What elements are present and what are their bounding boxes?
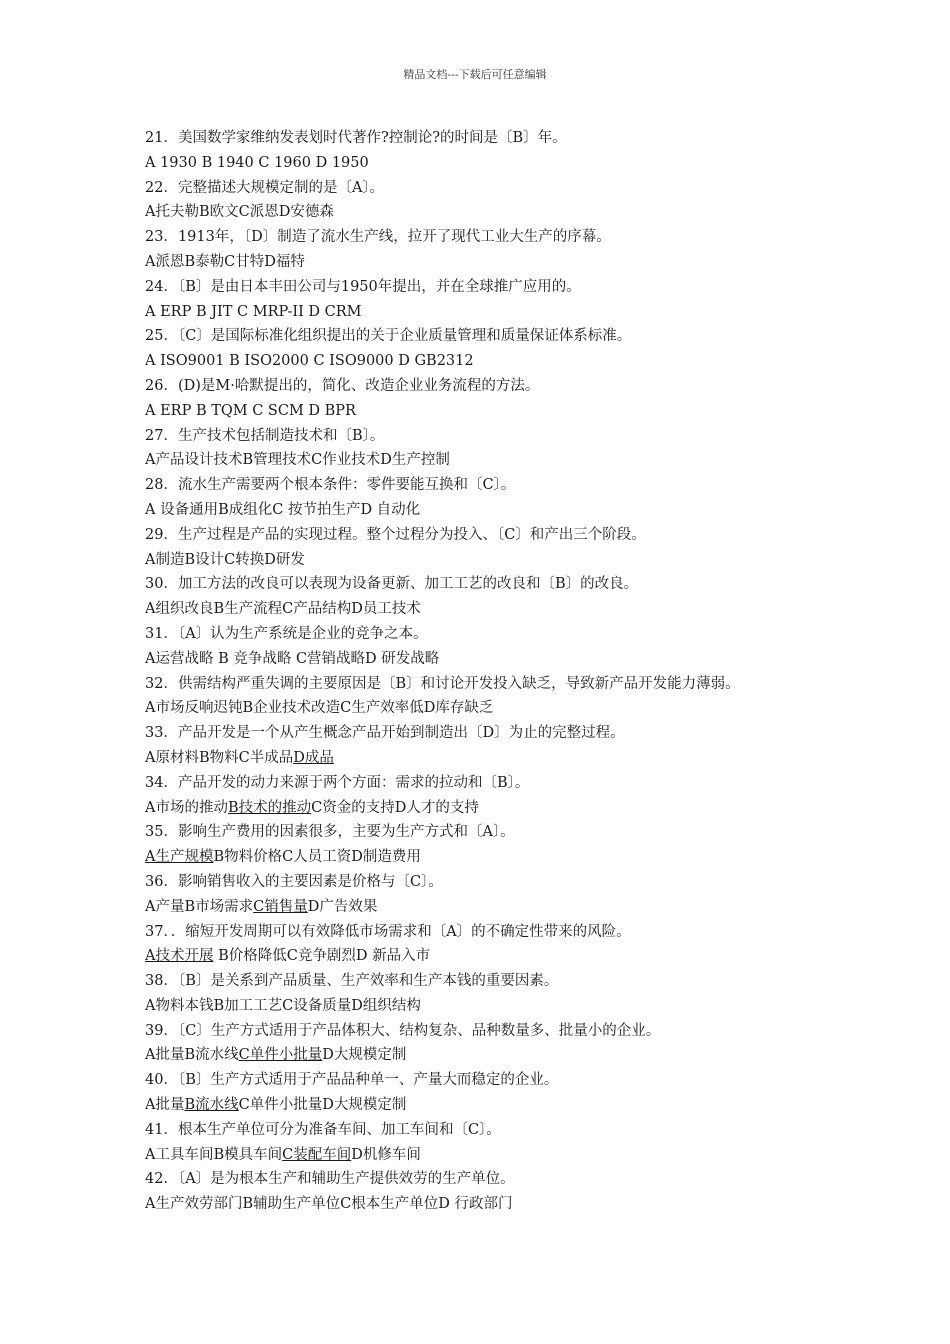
underlined-answer: D成品	[293, 749, 334, 766]
line-text: 36．影响销售收入的主要因素是价格与〔C〕。	[145, 873, 443, 890]
line-text: 38．〔B〕是关系到产品质量、生产效率和生产本钱的重要因素。	[145, 973, 559, 990]
text-line	[145, 895, 845, 920]
text-line	[145, 225, 845, 250]
line-text: A 设备通用B成组化C 按节拍生产D 自动化	[145, 501, 421, 518]
text-line	[145, 523, 845, 548]
line-text: A生产效劳部门B辅助生产单位C根本生产单位D 行政部门	[145, 1196, 513, 1213]
line-text: D大规模定制	[322, 1047, 407, 1064]
text-line	[145, 597, 845, 622]
text-line	[145, 870, 845, 895]
line-text: D广告效果	[307, 898, 378, 915]
text-line	[145, 399, 845, 424]
underlined-answer: B技术的推动	[227, 799, 312, 816]
line-text: 32．供需结构严重失调的主要原因是〔B〕和讨论开发投入缺乏，导致新产品开发能力薄弱。	[145, 675, 740, 692]
text-line	[145, 647, 845, 672]
line-text: C资金的支持D人才的支持	[311, 799, 479, 816]
text-line	[145, 1043, 845, 1068]
line-text: 21．美国数学家维纳发表划时代著作?控制论?的时间是〔B〕年。	[145, 130, 567, 146]
text-line	[145, 572, 845, 597]
text-line	[145, 448, 845, 473]
line-text: 42．〔A〕是为根本生产和辅助生产提供效劳的生产单位。	[145, 1171, 515, 1188]
text-line	[145, 548, 845, 573]
text-line	[145, 721, 845, 746]
underlined-answer: C装配车间	[282, 1146, 352, 1163]
text-line	[145, 746, 845, 771]
line-text: D机修车间	[351, 1146, 421, 1163]
text-line	[145, 1192, 845, 1217]
text-line	[145, 1019, 845, 1044]
line-text: A产量B市场需求	[145, 898, 254, 915]
text-line	[145, 275, 845, 300]
text-line	[145, 820, 845, 845]
line-text: A ISO9001 B ISO2000 C ISO9000 D GB2312	[145, 353, 474, 370]
line-text: A市场的推动	[145, 799, 228, 816]
line-text: A原材料B物料C半成品	[145, 749, 294, 766]
line-text: A派恩B泰勒C甘特D福特	[145, 253, 305, 270]
line-text: 33．产品开发是一个从产生概念产品开始到制造出〔D〕为止的完整过程。	[145, 725, 625, 742]
underlined-answer: C单件小批量	[238, 1047, 323, 1064]
line-text: B物料价格C人员工资D制造费用	[213, 849, 421, 866]
line-text: A批量	[145, 1097, 185, 1114]
text-line	[145, 944, 845, 969]
line-text: A组织改良B生产流程C产品结构D员工技术	[145, 601, 421, 618]
text-line	[145, 300, 845, 325]
text-line	[145, 324, 845, 349]
text-line	[145, 672, 845, 697]
line-text: 27．生产技术包括制造技术和〔B〕。	[145, 427, 385, 444]
line-text: A ERP B JIT C MRP-II D CRM	[145, 303, 362, 320]
text-line	[145, 796, 845, 821]
text-line	[145, 845, 845, 870]
text-line	[145, 200, 845, 225]
line-text: A产品设计技术B管理技术C作业技术D生产控制	[145, 452, 450, 469]
text-line	[145, 498, 845, 523]
line-text: A 1930 B 1940 C 1960 D 1950	[145, 154, 369, 171]
line-text: 37．．缩短开发周期可以有效降低市场需求和〔A〕的不确定性带来的风险。	[145, 923, 631, 940]
text-line	[145, 1093, 845, 1118]
text-line	[145, 1118, 845, 1143]
text-line	[145, 920, 845, 945]
line-text: 41．根本生产单位可分为准备车间、加工车间和〔C〕。	[145, 1121, 501, 1138]
line-text: 26．(D)是M·哈默提出的，简化、改造企业业务流程的方法。	[145, 377, 540, 394]
line-text: 29．生产过程是产品的实现过程。整个过程分为投入、〔C〕和产出三个阶段。	[145, 526, 646, 543]
text-line	[145, 969, 845, 994]
text-line	[145, 771, 845, 796]
text-line	[145, 994, 845, 1019]
text-line	[145, 473, 845, 498]
text-line	[145, 622, 845, 647]
underlined-answer: A生产规模	[145, 849, 214, 866]
text-line	[145, 126, 845, 151]
text-line	[145, 176, 845, 201]
underlined-answer: A技术开展	[145, 948, 214, 965]
line-text: C单件小批量D大规模定制	[238, 1097, 407, 1114]
line-text: 34．产品开发的动力来源于两个方面：需求的拉动和〔B〕。	[145, 774, 530, 791]
text-line	[145, 1143, 845, 1168]
text-line	[145, 1068, 845, 1093]
line-text: 24．〔B〕是由日本丰田公司与1950年提出，并在全球推广应用的。	[145, 278, 581, 295]
line-text: A托夫勒B欧文C派恩D安德森	[145, 204, 334, 221]
line-text: 40．〔B〕生产方式适用于产品品种单一、产量大而稳定的企业。	[145, 1072, 559, 1089]
line-text: 39．〔C〕生产方式适用于产品体积大、结构复杂、品种数量多、批量小的企业。	[145, 1022, 661, 1039]
line-text: 28．流水生产需要两个根本条件：零件要能互换和〔C〕。	[145, 477, 516, 494]
line-text: A制造B设计C转换D研发	[145, 551, 305, 568]
page-header: 精品文档---下载后可任意编辑	[403, 68, 547, 81]
line-text: 31．〔A〕认为生产系统是企业的竞争之本。	[145, 625, 428, 642]
line-text: A市场反响迟钝B企业技术改造C生产效率低D库存缺乏	[145, 700, 494, 717]
line-text: 30．加工方法的改良可以表现为设备更新、加工工艺的改良和〔B〕的改良。	[145, 576, 639, 593]
line-text: 35．影响生产费用的因素很多，主要为生产方式和〔A〕。	[145, 824, 515, 841]
line-text: B价格降低C竞争剧烈D 新品入市	[213, 948, 431, 965]
text-line	[145, 151, 845, 176]
line-text: A批量B流水线	[145, 1047, 239, 1064]
line-text: A工具车间B模具车间	[145, 1146, 283, 1163]
underlined-answer: B流水线	[184, 1097, 239, 1114]
text-line	[145, 250, 845, 275]
line-text: A运营战略 B 竞争战略 C营销战略D 研发战略	[145, 650, 440, 667]
text-line	[145, 1167, 845, 1192]
line-text: 25．〔C〕是国际标准化组织提出的关于企业质量管理和质量保证体系标准。	[145, 328, 632, 345]
text-line	[145, 696, 845, 721]
line-text: A ERP B TQM C SCM D BPR	[145, 402, 356, 419]
question-list	[145, 126, 845, 1217]
line-text: 23．1913年，〔D〕制造了流水生产线，拉开了现代工业大生产的序幕。	[145, 229, 611, 246]
line-text: A物料本钱B加工工艺C设备质量D组织结构	[145, 997, 421, 1014]
text-line	[145, 424, 845, 449]
text-line	[145, 349, 845, 374]
line-text: 22．完整描述大规模定制的是〔A〕。	[145, 179, 385, 196]
text-line	[145, 374, 845, 399]
underlined-answer: C销售量	[253, 898, 308, 915]
